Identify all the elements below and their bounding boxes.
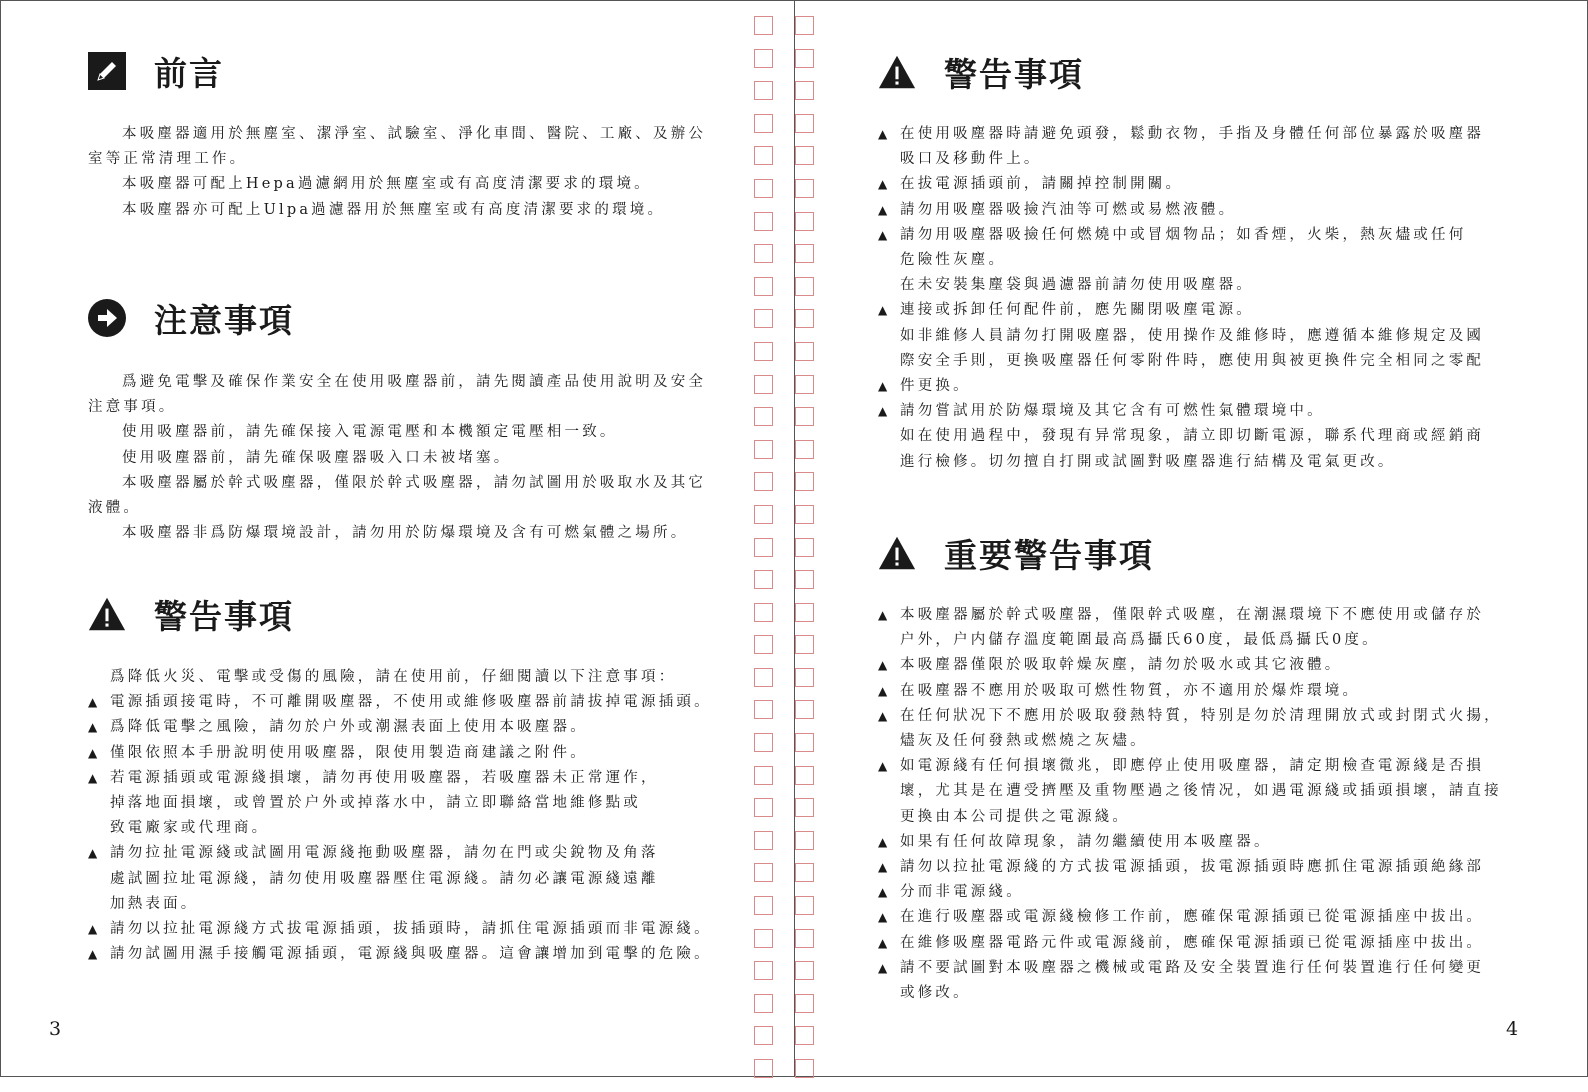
warning-item: 危險性灰塵。: [900, 252, 1007, 269]
important-title: 重要警告事項: [944, 535, 1154, 575]
important-item: ▲ 請勿以拉扯電源綫的方式拔電源插頭，拔電源插頭時應抓住電源插頭絶緣部: [878, 855, 1502, 880]
notice-paragraph: 液體。: [88, 500, 142, 517]
notice-paragraph: 本吸塵器屬於幹式吸塵器，僅限於幹式吸塵器，請勿試圖用於吸取水及其它: [122, 474, 707, 491]
left-page: [0, 0, 794, 1077]
important-item: 更換由本公司提供之電源綫。: [900, 808, 1131, 825]
warning-item: 如在使用過程中，發現有异常現象，請立即切斷電源，聯系代理商或經銷商: [900, 428, 1485, 445]
warning-item: 在未安裝集塵袋與過濾器前請勿使用吸塵器。: [900, 277, 1254, 294]
notice-heading: [88, 298, 294, 338]
warning-title-left: 警告事項: [154, 596, 294, 636]
page-number-left: 3: [49, 1018, 62, 1040]
important-item: ▲ 在任何狀况下不應用於吸取發熱特質，特别是勿於清理開放式或封閉式火揚，: [878, 704, 1502, 729]
notice-paragraph: 本吸塵器非爲防爆環境設計，請勿用於防爆環境及含有可燃氣體之場所。: [122, 525, 689, 542]
notice-paragraph: 注意事項。: [88, 399, 177, 416]
warning-item: ▲ 連接或拆卸任何配件前，應先關閉吸塵電源。: [878, 298, 1484, 323]
important-body: [878, 603, 1502, 1006]
right-page: [795, 0, 1588, 1077]
warning-heading-left: [88, 594, 294, 634]
warning-item: ▲ 在拔電源插頭前，請關掉控制開關。: [878, 172, 1484, 197]
important-heading: [878, 533, 1154, 573]
preface-paragraph: 室等正常清理工作。: [88, 151, 248, 168]
warning-item: ▲ 爲降低電擊之風險，請勿於户外或潮濕表面上使用本吸塵器。: [88, 715, 712, 740]
preface-body: [88, 122, 706, 223]
important-item: 户外，户内儲存溫度範圍最高爲攝氏60度，最低爲攝氏0度。: [900, 632, 1380, 649]
notice-paragraph: 使用吸塵器前，請先確保吸塵器吸入口未被堵塞。: [122, 449, 512, 466]
important-item: ▲ 分而非電源綫。: [878, 880, 1502, 905]
preface-paragraph: 本吸塵器可配上Hepa過濾網用於無塵室或有高度清潔要求的環境。: [122, 176, 652, 193]
important-item: 燼灰及任何發熱或燃燒之灰燼。: [900, 733, 1148, 750]
warning-item: 進行檢修。切勿擅自打開或試圖對吸塵器進行結構及電氣更改。: [900, 453, 1396, 470]
warning-item: 際安全手則，更換吸塵器任何零附件時，應使用與被更換件完全相同之零配: [900, 352, 1485, 369]
warning-item: ▲ 請勿試圖用濕手接觸電源插頭，電源綫與吸塵器。這會讓增加到電擊的危險。: [88, 942, 712, 967]
warning-item: 致電廠家或代理商。: [110, 820, 270, 837]
warning-item: ▲ 僅限依照本手册說明使用吸塵器，限使用製造商建議之附件。: [88, 741, 712, 766]
notice-body: [88, 370, 706, 546]
preface-paragraph: 本吸塵器亦可配上Ulpa過濾器用於無塵室或有高度清潔要求的環境。: [122, 201, 666, 218]
important-item: ▲ 請不要試圖對本吸塵器之機械或電路及安全裝置進行任何裝置進行任何變更: [878, 956, 1502, 981]
important-item: ▲ 在進行吸塵器或電源綫檢修工作前，應確保電源插頭已從電源插座中拔出。: [878, 905, 1502, 930]
warning-body-left: [88, 665, 712, 967]
warning-item: ▲ 件更换。: [878, 374, 1484, 399]
preface-paragraph: 本吸塵器適用於無塵室、潔淨室、試驗室、淨化車間、醫院、工廠、及辦公: [122, 126, 707, 142]
warning-item: ▲ 請勿用吸塵器吸撿汽油等可燃或易燃液體。: [878, 198, 1484, 223]
important-item: 或修改。: [900, 985, 971, 1002]
warning-item: ▲ 在使用吸塵器時請避免頭發，鬆動衣物，手指及身體任何部位暴露於吸塵器: [878, 122, 1484, 147]
important-item: ▲ 在吸塵器不應用於吸取可燃性物質，亦不適用於爆炸環境。: [878, 679, 1502, 704]
warning-item: ▲ 請勿用吸塵器吸撿任何燃燒中或冒烟物品；如香煙，火柴，熱灰燼或任何: [878, 223, 1484, 248]
notice-title: 注意事項: [154, 300, 294, 340]
warning-item: 吸口及移動件上。: [900, 151, 1042, 168]
warning-body-right: [878, 122, 1484, 475]
warning-title-right: 警告事項: [944, 54, 1084, 94]
warning-triangle-icon: [88, 595, 126, 633]
warning-triangle-icon: [878, 53, 916, 91]
important-item: ▲ 本吸塵器僅限於吸取幹燥灰塵，請勿於吸水或其它液體。: [878, 653, 1502, 678]
warning-item: 加熱表面。: [110, 895, 199, 912]
page-number-right: 4: [1506, 1018, 1519, 1040]
important-item: ▲ 在維修吸塵器電路元件或電源綫前，應確保電源插頭已從電源插座中拔出。: [878, 931, 1502, 956]
warning-item: ▲ 電源插頭接電時，不可離開吸塵器，不使用或維修吸塵器前請拔掉電源插頭。: [88, 690, 712, 715]
preface-title: 前言: [154, 53, 224, 93]
warning-item: ▲ 請勿以拉扯電源綫方式拔電源插頭，拔插頭時，請抓住電源插頭而非電源綫。: [88, 917, 712, 942]
important-item: ▲ 如果有任何故障現象，請勿繼續使用本吸塵器。: [878, 830, 1502, 855]
notice-paragraph: 爲避免電擊及確保作業安全在使用吸塵器前，請先閱讀產品使用說明及安全: [122, 374, 707, 390]
warning-item: ▲ 若電源插頭或電源綫損壞，請勿再使用吸塵器，若吸塵器未正常運作，: [88, 766, 712, 791]
warning-triangle-icon: [878, 534, 916, 572]
warning-heading-right: [878, 52, 1084, 92]
warning-item: 如非維修人員請勿打開吸塵器，使用操作及維修時，應遵循本維修規定及國: [900, 327, 1485, 344]
warning-item: ▲ 請勿拉扯電源綫或試圖用電源綫拖動吸塵器，請勿在門或尖銳物及角落: [88, 841, 712, 866]
warning-item: 掉落地面損壞，或曾置於户外或掉落水中，請立即聯絡當地維修點或: [110, 795, 641, 812]
warning-item: ▲ 請勿嘗試用於防爆環境及其它含有可燃性氣體環境中。: [878, 399, 1484, 424]
important-item: 壞，尤其是在遭受擠壓及重物壓過之後情况，如遇電源綫或插頭損壞，請直接: [900, 783, 1502, 800]
important-item: ▲ 如電源綫有任何損壞微兆，即應停止使用吸塵器，請定期檢查電源綫是否損: [878, 754, 1502, 779]
preface-heading: [88, 51, 224, 91]
notice-paragraph: 使用吸塵器前，請先確保接入電源電壓和本機額定電壓相一致。: [122, 424, 618, 441]
important-item: ▲ 本吸塵器屬於幹式吸塵器，僅限幹式吸塵，在潮濕環境下不應使用或儲存於: [878, 603, 1502, 628]
warning-item: 處試圖拉址電源綫，請勿使用吸塵器壓住電源綫。請勿必讓電源綫遠離: [110, 870, 659, 887]
warning-intro: 爲降低火災、電擊或受傷的風險，請在使用前，仔細閱讀以下注意事項：: [110, 669, 677, 685]
arrow-right-circle-icon: [88, 299, 126, 337]
pencil-icon: [88, 52, 126, 90]
